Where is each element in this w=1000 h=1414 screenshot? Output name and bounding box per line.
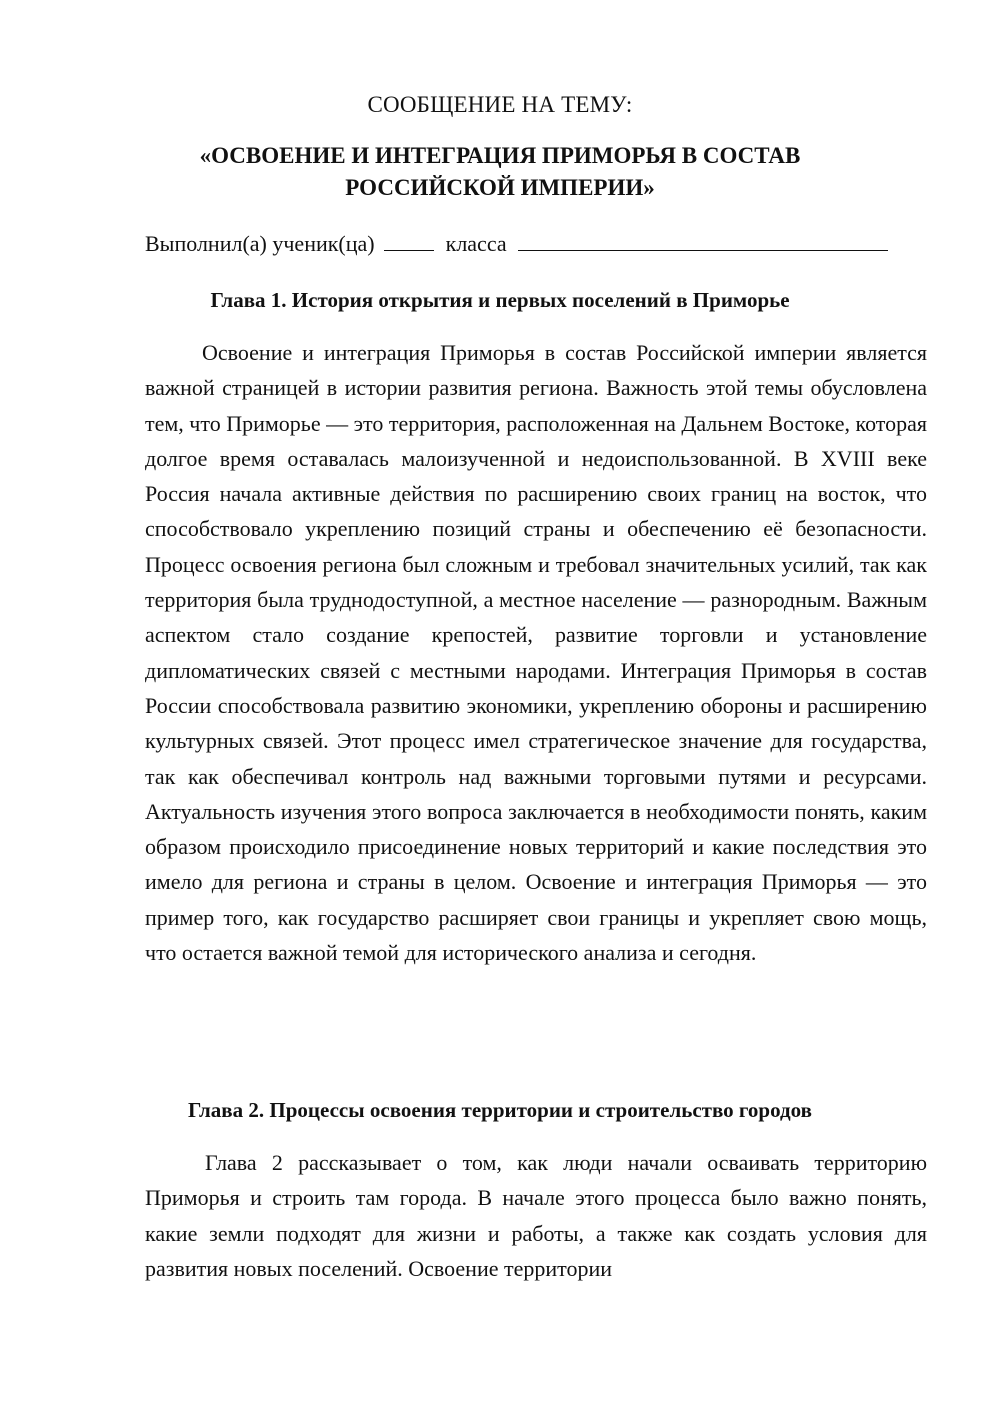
chapter-2-heading: Глава 2. Процессы освоения территории и строительство городов: [188, 1098, 812, 1122]
header-label: СООБЩЕНИЕ НА ТЕМУ:: [367, 92, 633, 117]
author-line: [145, 230, 888, 257]
class-label: класса: [445, 231, 507, 256]
class-number-blank[interactable]: [384, 230, 434, 251]
document-title: [0, 140, 1000, 204]
student-name-blank[interactable]: [518, 230, 888, 251]
document-title-line-2: РОССИЙСКОЙ ИМПЕРИИ»: [345, 175, 655, 200]
chapter-2-paragraph: Глава 2 рассказывает о том, как люди начали осваивать территорию Приморья и строить там города. В начале этого процесса было важно понять, какие земли подходят для жизни и работы, а также как создать условия для развития новых поселений. Освоение территории: [145, 1150, 927, 1281]
chapter-1-paragraph: Освоение и интеграция Приморья в состав Российской империи является важной страницей в истории развития региона. Важность этой темы обусловлена тем, что Приморье — это территория, расположенная на Дальнем Востоке, которая долгое время оставалась малоизученной и недоиспользованной. В XVIII веке Россия начала активные действия по расширению своих границ на восток, что способствовало укреплению позиций страны и обеспечению её безопасности. Процесс освоения региона был сложным и требовал значительных усилий, так как территория была труднодоступной, а местное население — разнородным. Важным аспектом стало создание крепостей, развитие торговли и установление дипломатических связей с местными народами. Интеграция Приморья в состав России способствовала развитию экономики, укреплению обороны и расширению культурных связей. Этот процесс имел стратегическое значение для государства, так как обеспечивал контроль над важными торговыми путями и ресурсами. Актуальность изучения этого вопроса заключается в необходимости понять, каким образом происходило присоединение новых территорий и какие последствия это имело для региона и страны в целом. Освоение и интеграция Приморья — это пример того, как государство расширяет свои границы и укрепляет свою мощь, что остается важной темой для исторического анализа и сегодня.: [145, 340, 927, 966]
author-label: Выполнил(а) ученик(ца): [145, 231, 375, 256]
chapter-1-heading: Глава 1. История открытия и первых поселений в Приморье: [210, 288, 790, 312]
document-title-line-1: «ОСВОЕНИЕ И ИНТЕГРАЦИЯ ПРИМОРЬЯ В СОСТАВ: [199, 143, 801, 168]
